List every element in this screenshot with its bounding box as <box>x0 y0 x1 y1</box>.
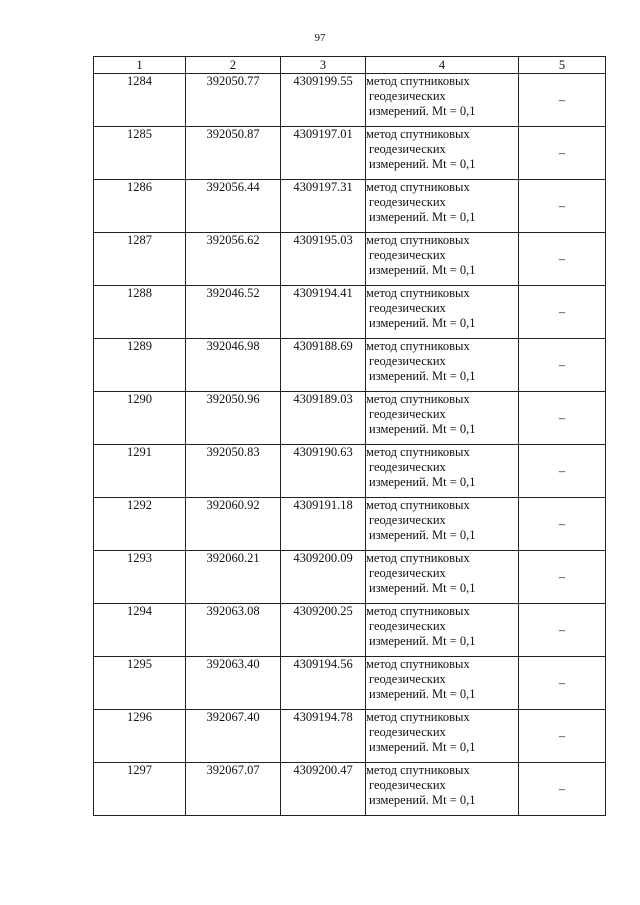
method-line: измерений. Mt = 0,1 <box>369 422 476 436</box>
method-cell <box>366 551 519 604</box>
y-coordinate-cell: 4309188.69 <box>281 339 366 392</box>
point-number-cell: 1293 <box>94 551 186 604</box>
header-col-5: 5 <box>519 57 606 74</box>
method-cell <box>366 498 519 551</box>
method-line: геодезических <box>369 566 446 580</box>
table-row <box>94 445 606 498</box>
method-line: геодезических <box>369 672 446 686</box>
method-line: измерений. Mt = 0,1 <box>369 687 476 701</box>
method-cell <box>366 233 519 286</box>
x-coordinate-cell: 392050.87 <box>186 127 281 180</box>
method-line: геодезических <box>369 354 446 368</box>
note-cell: – <box>519 498 606 551</box>
method-cell <box>366 339 519 392</box>
method-line: геодезических <box>369 513 446 527</box>
point-number-cell: 1295 <box>94 657 186 710</box>
method-cell <box>366 286 519 339</box>
method-line: измерений. Mt = 0,1 <box>369 475 476 489</box>
method-line: измерений. Mt = 0,1 <box>369 104 476 118</box>
method-line: метод спутниковых <box>366 445 470 459</box>
y-coordinate-cell: 4309197.01 <box>281 127 366 180</box>
table-row <box>94 286 606 339</box>
x-coordinate-cell: 392067.40 <box>186 710 281 763</box>
point-number-cell: 1288 <box>94 286 186 339</box>
point-number-cell: 1285 <box>94 127 186 180</box>
header-col-2: 2 <box>186 57 281 74</box>
note-cell: – <box>519 180 606 233</box>
method-cell <box>366 74 519 127</box>
table-row <box>94 657 606 710</box>
header-row <box>94 57 606 74</box>
x-coordinate-cell: 392056.62 <box>186 233 281 286</box>
point-number-cell: 1296 <box>94 710 186 763</box>
table-row <box>94 763 606 816</box>
method-cell <box>366 180 519 233</box>
method-line: измерений. Mt = 0,1 <box>369 793 476 807</box>
table-row <box>94 74 606 127</box>
note-cell: – <box>519 339 606 392</box>
method-line: метод спутниковых <box>366 498 470 512</box>
method-line: метод спутниковых <box>366 710 470 724</box>
note-cell: – <box>519 74 606 127</box>
y-coordinate-cell: 4309189.03 <box>281 392 366 445</box>
method-line: измерений. Mt = 0,1 <box>369 740 476 754</box>
method-line: метод спутниковых <box>366 551 470 565</box>
header-col-3: 3 <box>281 57 366 74</box>
x-coordinate-cell: 392060.92 <box>186 498 281 551</box>
method-line: метод спутниковых <box>366 763 470 777</box>
method-line: измерений. Mt = 0,1 <box>369 157 476 171</box>
method-line: геодезических <box>369 89 446 103</box>
method-line: измерений. Mt = 0,1 <box>369 581 476 595</box>
x-coordinate-cell: 392063.40 <box>186 657 281 710</box>
method-line: метод спутниковых <box>366 233 470 247</box>
x-coordinate-cell: 392060.21 <box>186 551 281 604</box>
method-line: метод спутниковых <box>366 180 470 194</box>
method-line: метод спутниковых <box>366 339 470 353</box>
table-row <box>94 233 606 286</box>
table-row <box>94 180 606 233</box>
table-body <box>94 74 606 816</box>
table-row <box>94 392 606 445</box>
note-cell: – <box>519 763 606 816</box>
table-row <box>94 127 606 180</box>
x-coordinate-cell: 392063.08 <box>186 604 281 657</box>
note-cell: – <box>519 286 606 339</box>
method-line: геодезических <box>369 248 446 262</box>
point-number-cell: 1287 <box>94 233 186 286</box>
note-cell: – <box>519 657 606 710</box>
note-cell: – <box>519 604 606 657</box>
method-line: метод спутниковых <box>366 127 470 141</box>
point-number-cell: 1294 <box>94 604 186 657</box>
note-cell: – <box>519 233 606 286</box>
table-header <box>94 57 606 74</box>
x-coordinate-cell: 392046.52 <box>186 286 281 339</box>
method-line: метод спутниковых <box>366 286 470 300</box>
method-line: геодезических <box>369 195 446 209</box>
point-number-cell: 1291 <box>94 445 186 498</box>
page-number: 97 <box>314 32 326 44</box>
x-coordinate-cell: 392046.98 <box>186 339 281 392</box>
method-line: метод спутниковых <box>366 74 470 88</box>
point-number-cell: 1292 <box>94 498 186 551</box>
point-number-cell: 1284 <box>94 74 186 127</box>
header-col-1: 1 <box>94 57 186 74</box>
x-coordinate-cell: 392050.83 <box>186 445 281 498</box>
note-cell: – <box>519 392 606 445</box>
y-coordinate-cell: 4309194.41 <box>281 286 366 339</box>
method-line: геодезических <box>369 301 446 315</box>
x-coordinate-cell: 392050.96 <box>186 392 281 445</box>
method-cell <box>366 445 519 498</box>
x-coordinate-cell: 392067.07 <box>186 763 281 816</box>
method-line: геодезических <box>369 619 446 633</box>
y-coordinate-cell: 4309200.09 <box>281 551 366 604</box>
method-cell <box>366 392 519 445</box>
y-coordinate-cell: 4309194.56 <box>281 657 366 710</box>
method-line: геодезических <box>369 725 446 739</box>
method-line: геодезических <box>369 460 446 474</box>
method-line: измерений. Mt = 0,1 <box>369 634 476 648</box>
y-coordinate-cell: 4309194.78 <box>281 710 366 763</box>
x-coordinate-cell: 392050.77 <box>186 74 281 127</box>
y-coordinate-cell: 4309197.31 <box>281 180 366 233</box>
method-cell <box>366 763 519 816</box>
method-cell <box>366 657 519 710</box>
method-line: геодезических <box>369 142 446 156</box>
table-row <box>94 710 606 763</box>
note-cell: – <box>519 710 606 763</box>
method-line: геодезических <box>369 407 446 421</box>
method-cell <box>366 604 519 657</box>
method-line: метод спутниковых <box>366 657 470 671</box>
y-coordinate-cell: 4309191.18 <box>281 498 366 551</box>
y-coordinate-cell: 4309190.63 <box>281 445 366 498</box>
note-cell: – <box>519 551 606 604</box>
point-number-cell: 1297 <box>94 763 186 816</box>
table-row <box>94 339 606 392</box>
method-line: измерений. Mt = 0,1 <box>369 263 476 277</box>
y-coordinate-cell: 4309200.47 <box>281 763 366 816</box>
header-col-4: 4 <box>366 57 519 74</box>
y-coordinate-cell: 4309200.25 <box>281 604 366 657</box>
method-cell <box>366 127 519 180</box>
y-coordinate-cell: 4309195.03 <box>281 233 366 286</box>
method-line: метод спутниковых <box>366 604 470 618</box>
y-coordinate-cell: 4309199.55 <box>281 74 366 127</box>
method-line: измерений. Mt = 0,1 <box>369 369 476 383</box>
x-coordinate-cell: 392056.44 <box>186 180 281 233</box>
method-cell <box>366 710 519 763</box>
table-row <box>94 604 606 657</box>
method-line: измерений. Mt = 0,1 <box>369 316 476 330</box>
point-number-cell: 1286 <box>94 180 186 233</box>
note-cell: – <box>519 445 606 498</box>
table-row <box>94 498 606 551</box>
method-line: измерений. Mt = 0,1 <box>369 210 476 224</box>
note-cell: – <box>519 127 606 180</box>
point-number-cell: 1289 <box>94 339 186 392</box>
point-number-cell: 1290 <box>94 392 186 445</box>
method-line: геодезических <box>369 778 446 792</box>
method-line: измерений. Mt = 0,1 <box>369 528 476 542</box>
method-line: метод спутниковых <box>366 392 470 406</box>
coordinates-table <box>93 56 606 816</box>
table-row <box>94 551 606 604</box>
